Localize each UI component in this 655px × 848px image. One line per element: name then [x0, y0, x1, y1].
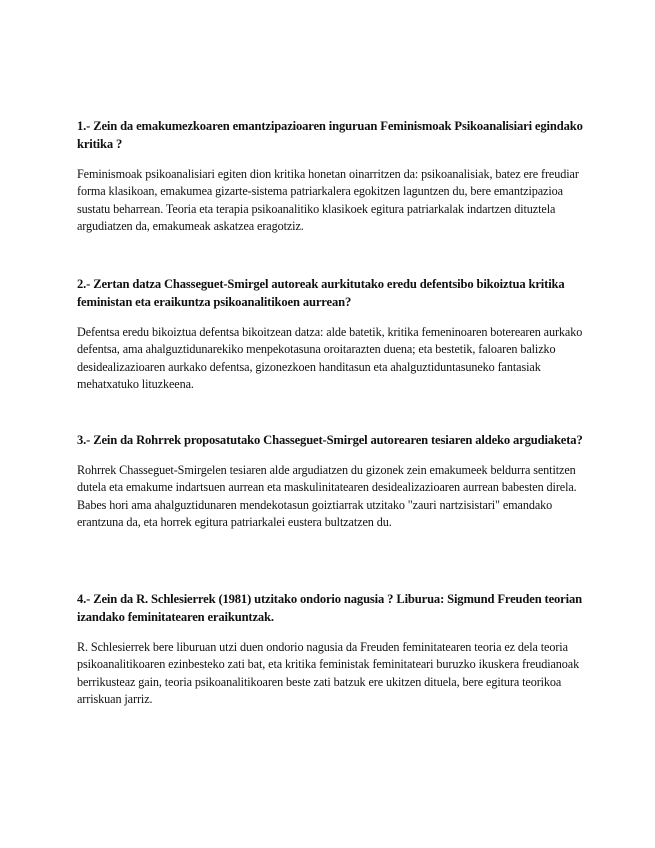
answer-4: R. Schlesierrek bere liburuan utzi duen ondorio nagusia da Freuden feminitatearen teoria ez dela teoria psikoanalitikoaren ezinbesteko zati bat, eta kritika feministak feminitateari buruzko ikuskera freudianoak berrikusteaz gain, teoria psikoanalitikoaren beste zati batzuk ere ukitzen dituela, bere egitura teorikoa arriskuan jarriz. — [77, 640, 580, 707]
qa-section-4 — [77, 590, 583, 709]
question-2: 2.- Zertan datza Chasseguet-Smirgel autoreak aurkitutako eredu defentsibo bikoiztua kritika feministan eta eraikuntza psikoanalitikoen aurrean? — [77, 277, 565, 309]
question-3: 3.- Zein da Rohrrek proposatutako Chasseguet-Smirgel autorearen tesiaren aldeko argudiaketa? — [77, 433, 583, 447]
answer-2: Defentsa eredu bikoiztua defentsa bikoitzean datza: alde batetik, kritika femeninoaren boterearen aurkako defentsa, ama ahalguztidunarekiko menpekotasuna oroitarazten duena; eta bestetik, faloaren balizko desidealizazioaren aurkako defentsa, gizonezkoen handitasun eta ahalguztiduntasuneko fantasiak mehatxatuko lituzkeena. — [77, 325, 583, 392]
question-4: 4.- Zein da R. Schlesierrek (1981) utzitako ondorio nagusia ? Liburua: Sigmund Freuden teorian izandako feminitatearen eraikuntzak. — [77, 592, 582, 624]
question-1: 1.- Zein da emakumezkoaren emantzipazioaren inguruan Feminismoak Psikoanalisiari egindako kritika ? — [77, 119, 583, 151]
answer-3: Rohrrek Chasseguet-Smirgelen tesiaren alde argudiatzen du gizonek zein emakumeek beldurra sentitzen dutela eta emakume indartsuen aurrean eta maskulinitatearen desidealizazioaren aurrean babesten direla. Babes hori ama ahalguztidunaren mendekotasun goiztiarrak utzitako "zauri nartzisistari" emandako erantzuna da, eta horrek egitura patriarkalei eustera bultzatzen du. — [77, 463, 577, 530]
qa-section-2 — [77, 275, 583, 394]
qa-section-1 — [77, 117, 583, 236]
qa-section-3 — [77, 431, 583, 532]
answer-1: Feminismoak psikoanalisiari egiten dion kritika honetan oinarritzen da: psikoanalisiak, batez ere freudiar forma klasikoan, emakumea gizarte-sistema patriarkalera egokitzen laguntzen du, bere emantzipazioa sustatu beharrean. Teoria eta terapia psikoanalitiko klasikoek egitura patriarkalak indartzen dituztela argudiatzen da, emakumeak askatzea eragotziz. — [77, 167, 579, 234]
